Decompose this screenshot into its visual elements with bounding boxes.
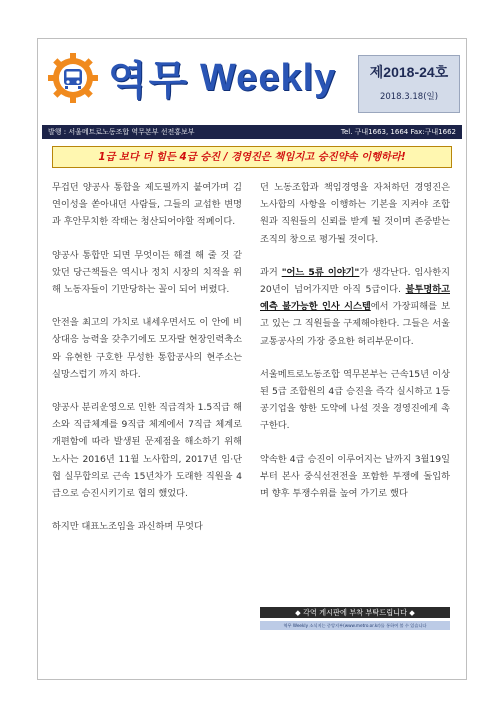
para-text: 과거 xyxy=(260,266,282,278)
masthead-title-korean: 역무 xyxy=(108,57,190,104)
publisher-text: 발행 : 서울메트로노동조합 역무본부 선전홍보부 xyxy=(48,128,195,136)
newsletter-page xyxy=(37,38,467,680)
right-paragraph: 약속한 4급 승진이 이루어지는 날까지 3월19일부터 본사 중식선전전을 포함한 투쟁에 돌입하며 향후 투쟁수위를 높여 가기로 했다 xyxy=(260,453,450,500)
emphasized-phrase: 불투명하고 예측 불가능한 인사 시스템 xyxy=(260,284,450,313)
quoted-phrase: "어느 5류 이야기" xyxy=(281,266,360,278)
left-column xyxy=(52,179,242,535)
headline: 1급 보다 더 힘든 4급 승진 / 경영진은 책임지고 승진약속 이행하라! xyxy=(52,146,452,168)
left-paragraph: 양공사 분리운영으로 인한 직급격차 1.5직급 해소와 직급체계를 9직급 체계에서 7직급 체계로 개편함에 따라 발생된 문제점을 해소하기 위해 노사는 2016년 11월 노사합의, 2017년 임·단협 실무합의로 근속 15년차가 도래한 직원을 4급으로 승진시키기로 협의 했었다. xyxy=(52,402,242,500)
right-paragraph: 던 노동조합과 책임경영을 자처하던 경영진은 노사합의 사항을 이행하는 기본을 지켜야 조합원과 직원들의 신뢰를 받게 될 것이며 존중받는 조직의 창으로 평가될 것이다. xyxy=(260,182,450,245)
right-paragraph: 서울메트로노동조합 역무본부는 근속15년 이상 된 5급 조합원의 4급 승진을 즉각 실시하고 1등 공기업을 향한 도약에 나설 것을 경영진에게 촉구한다. xyxy=(260,368,450,432)
masthead-title-english: Weekly xyxy=(200,57,337,99)
masthead xyxy=(44,45,460,119)
para-text: 에서 가장피해를 보고 있는 그 직원들을 구제해야한다. 그들은 서울교통공사의 가장 중요한 허리부문이다. xyxy=(260,301,450,347)
left-paragraph: 양공사 통합만 되면 무엇이든 해결 해 줄 것 같았던 당근책들은 역시나 정치 시장의 치적을 위해 노동자들이 기만당하는 꼴이 되어 버렸다. xyxy=(52,249,242,296)
closing-notice-bar: ◆ 각역 게시판에 부착 부탁드립니다 ◆ xyxy=(260,607,450,618)
footnote-bar: 역무 Weekly 소식지는 중앙지부(www.metro.or.kr)를 통하여 볼 수 있습니다 xyxy=(260,621,450,630)
left-paragraph: 안전을 최고의 가치로 내세우면서도 이 안에 비상대응 능력을 갖추기에도 모자랄 현장인력축소와 유현한 구호한 무성한 통합공사의 현주소는 실망스럽기 까지 하다. xyxy=(52,317,242,380)
issue-box xyxy=(358,55,460,113)
right-paragraph xyxy=(260,264,450,350)
issue-number: 제2018-24호 xyxy=(369,64,449,80)
contact-text: Tel. 구내1663, 1664 Fax:구내1662 xyxy=(340,128,456,136)
left-paragraph: 무겁던 양공사 통합을 제도필까지 붙여가며 김연이성을 쏟아내던 사람들, 그들의 교섭한 변명과 후안무치한 작태는 청산되어야할 적폐이다. xyxy=(52,182,242,228)
para-text: 가 생각난다. 임사한지 20년이 넘어가지만 아직 5급이다. xyxy=(260,266,450,296)
issue-date: 2018.3.18(일) xyxy=(379,92,439,102)
right-column xyxy=(260,179,450,502)
left-paragraph: 하지만 대표노조임을 과신하며 무엇다 xyxy=(52,521,203,533)
publisher-info-bar xyxy=(42,125,462,139)
subway-gear-logo-icon xyxy=(46,51,100,105)
